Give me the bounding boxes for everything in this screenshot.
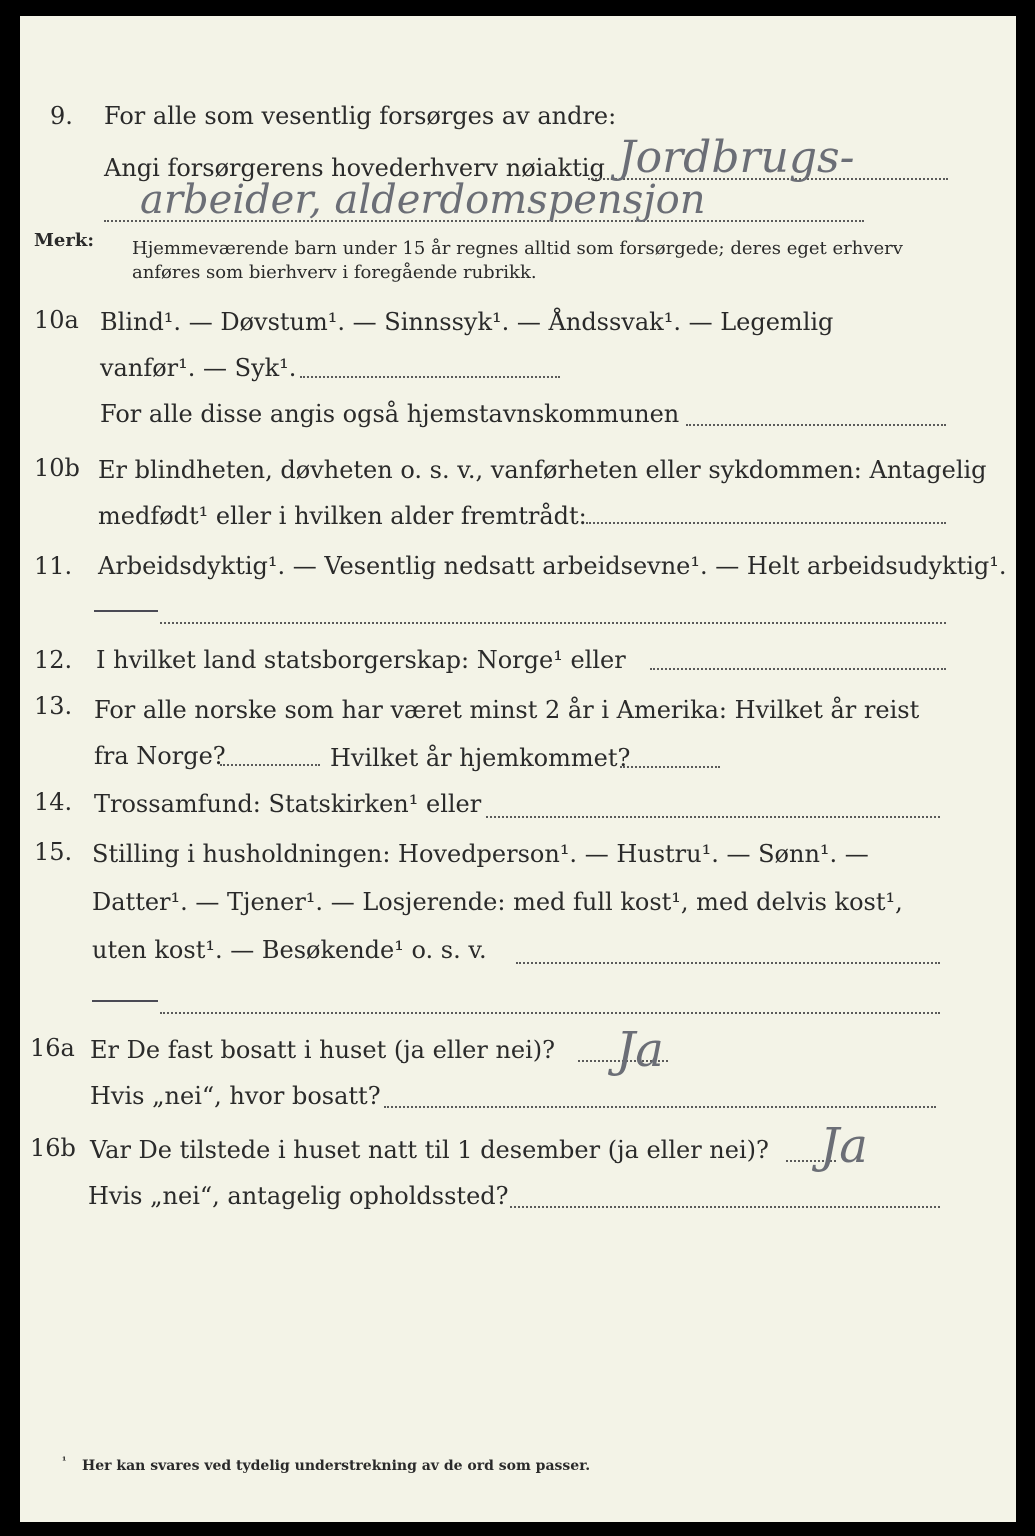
- q10a-line2: vanfør¹. — Syk¹.: [100, 354, 297, 382]
- q16a-number: 16a: [30, 1034, 75, 1062]
- q15-line1: Stilling i husholdningen: Hovedperson¹. — Hustru¹. — Sønn¹. —: [92, 840, 869, 868]
- q10b-line1: Er blindheten, døvheten o. s. v., vanførheten eller sykdommen: Antagelig: [98, 456, 987, 484]
- q11-short-line: [94, 610, 158, 612]
- q16b-handwritten-answer: Ja: [820, 1118, 868, 1174]
- q16a-handwritten-answer: Ja: [616, 1022, 664, 1078]
- q10a-line3: For alle disse angis også hjemstavnskommunen: [100, 400, 680, 428]
- q16b-number: 16b: [30, 1134, 76, 1162]
- q12-number: 12.: [34, 646, 73, 674]
- q10a-answer-line1: [300, 376, 560, 378]
- q13-line2b: Hvilket år hjemkommet?: [330, 744, 631, 772]
- q15-answer-line2: [160, 1012, 940, 1014]
- q15-short-line: [92, 1000, 158, 1002]
- q13-answer-line2: [620, 766, 720, 768]
- q12-line1: I hvilket land statsborgerskap: Norge¹ eller: [96, 646, 626, 674]
- q13-line1: For alle norske som har været minst 2 år i Amerika: Hvilket år reist: [94, 696, 920, 724]
- q10a-number: 10a: [34, 306, 79, 334]
- q13-answer-line1: [220, 764, 320, 766]
- q16b-line2: Hvis „nei“, antagelig opholdssted?: [88, 1182, 509, 1210]
- q11-line1: Arbeidsdyktig¹. — Vesentlig nedsatt arbeidsevne¹. — Helt arbeidsudyktig¹.: [98, 552, 1007, 580]
- q16a-answer-line2: [384, 1106, 936, 1108]
- q10b-number: 10b: [34, 454, 80, 482]
- census-form-page: [20, 16, 1016, 1522]
- q10a-line1: Blind¹. — Døvstum¹. — Sinnssyk¹. — Åndssvak¹. — Legemlig: [100, 308, 834, 336]
- q16b-answer-line2: [510, 1206, 940, 1208]
- q15-number: 15.: [34, 838, 73, 866]
- q14-answer-line: [486, 816, 940, 818]
- q15-line3: uten kost¹. — Besøkende¹ o. s. v.: [92, 936, 487, 964]
- merk-label: Merk:: [34, 230, 94, 251]
- merk-line2: anføres som bierhverv i foregående rubrikk.: [132, 262, 537, 283]
- q11-number: 11.: [34, 552, 73, 580]
- q14-number: 14.: [34, 788, 73, 816]
- q10b-line2: medfødt¹ eller i hvilken alder fremtrådt:: [98, 502, 587, 530]
- q16b-line1: Var De tilstede i huset natt til 1 desember (ja eller nei)?: [90, 1136, 769, 1164]
- footnote-text: Her kan svares ved tydelig understrekning av de ord som passer.: [82, 1458, 591, 1474]
- q9-line1: For alle som vesentlig forsørges av andre:: [104, 102, 617, 130]
- footnote-mark: ¹: [62, 1456, 67, 1467]
- merk-line1: Hjemmeværende barn under 15 år regnes alltid som forsørgede; deres eget erhverv: [132, 238, 903, 259]
- q10a-answer-line2: [686, 424, 946, 426]
- q9-handwritten-answer1: Jordbrugs-: [618, 132, 855, 183]
- q11-answer-line: [160, 622, 946, 624]
- q14-line1: Trossamfund: Statskirken¹ eller: [94, 790, 482, 818]
- q15-answer-line1: [516, 962, 940, 964]
- q9-line2: Angi forsørgerens hovederhverv nøiaktig: [104, 154, 605, 182]
- q9-handwritten-answer2: arbeider, alderdomspensjon: [140, 177, 706, 223]
- q13-line2a: fra Norge?: [94, 742, 226, 770]
- q15-line2: Datter¹. — Tjener¹. — Losjerende: med full kost¹, med delvis kost¹,: [92, 888, 903, 916]
- q10b-answer-line: [586, 522, 946, 524]
- q13-number: 13.: [34, 692, 73, 720]
- q9-number: 9.: [50, 102, 73, 130]
- q16a-line2: Hvis „nei“, hvor bosatt?: [90, 1082, 381, 1110]
- q16a-line1: Er De fast bosatt i huset (ja eller nei)?: [90, 1036, 556, 1064]
- q12-answer-line: [650, 668, 946, 670]
